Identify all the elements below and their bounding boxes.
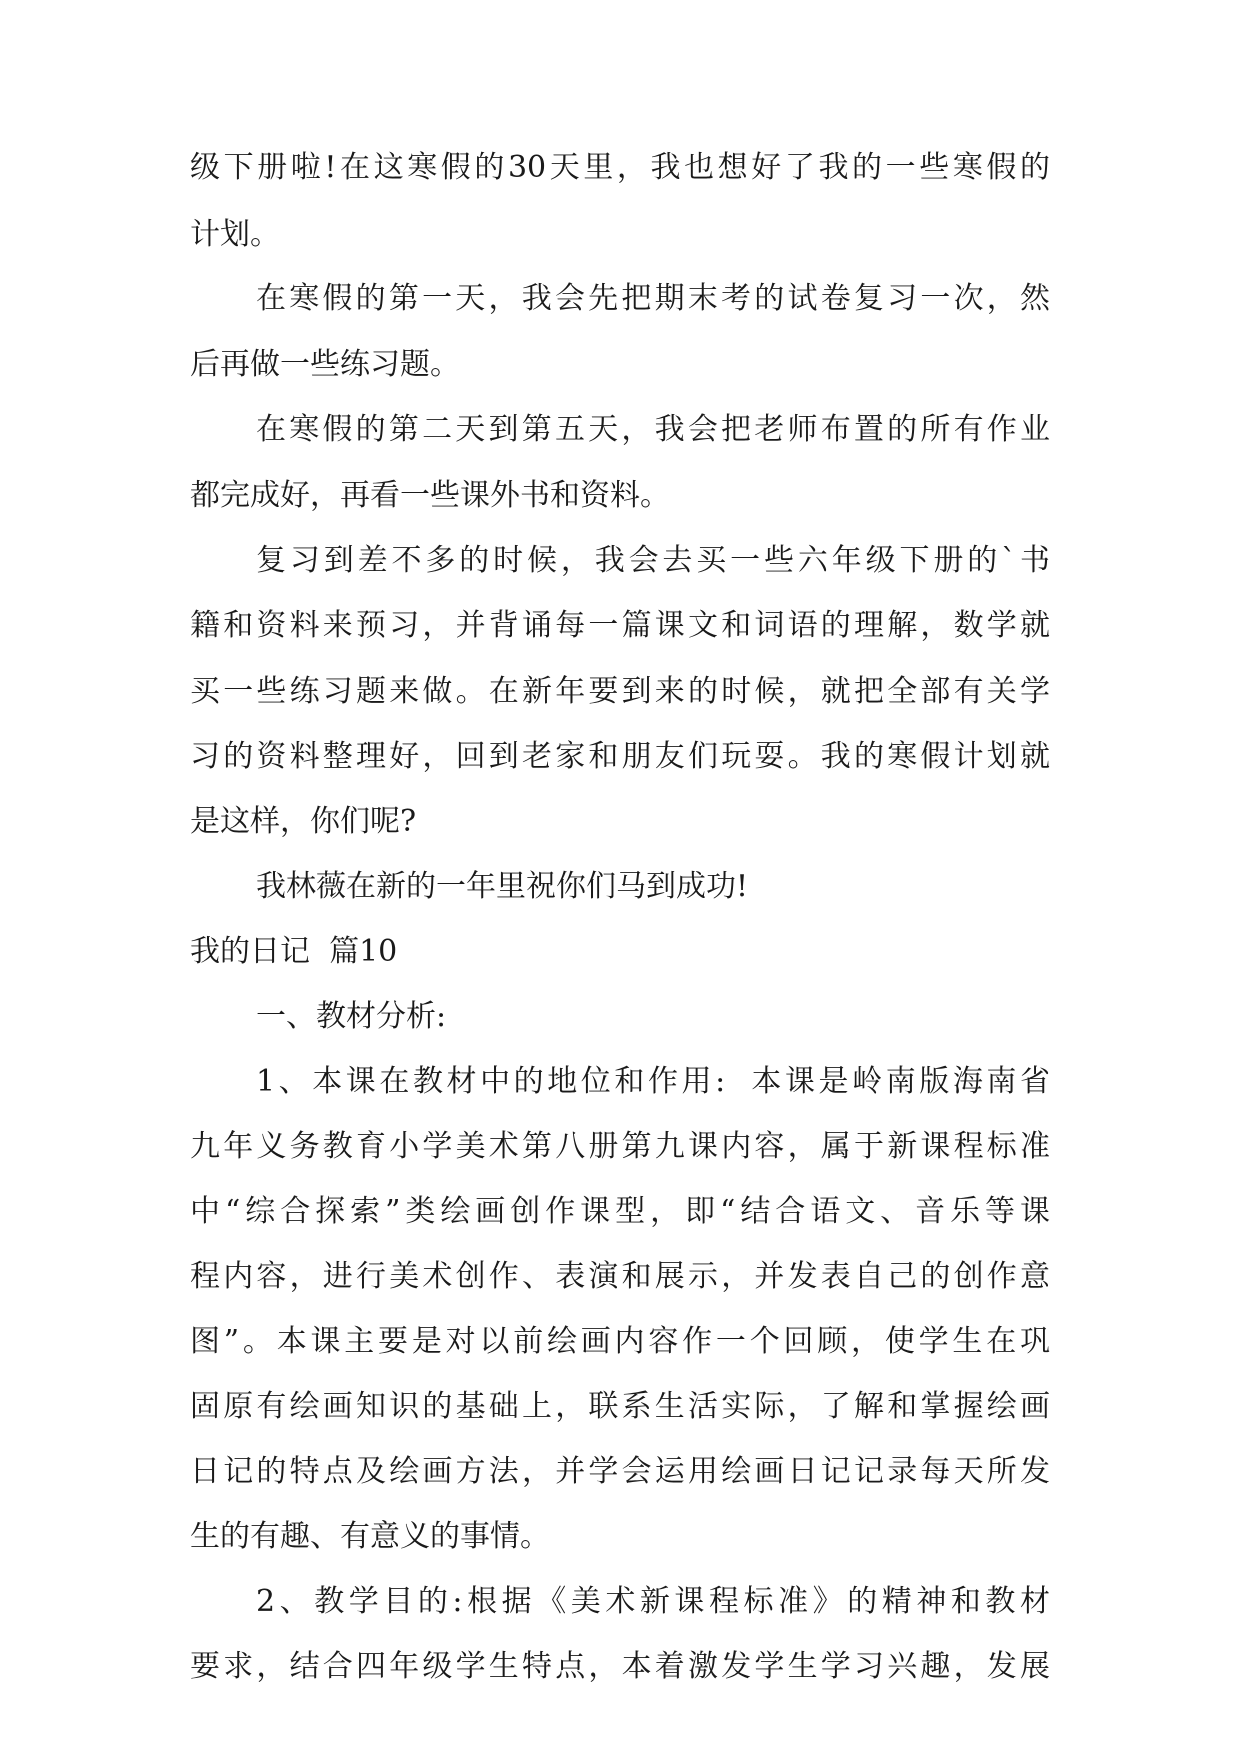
section-heading: 我的日记 篇10 bbox=[190, 934, 398, 969]
text-line: 计划。 bbox=[190, 217, 280, 252]
text-line: 是这样，你们呢? bbox=[190, 804, 417, 839]
text-line: 习的资料整理好，回到老家和朋友们玩耍。我的寒假计划就 bbox=[190, 739, 1050, 774]
text-line: 买一些练习题来做。在新年要到来的时候，就把全部有关学 bbox=[190, 674, 1050, 709]
text-line: 2、教学目的:根据《美术新课程标准》的精神和教材 bbox=[256, 1584, 1050, 1619]
text-line: 固原有绘画知识的基础上，联系生活实际，了解和掌握绘画 bbox=[190, 1389, 1050, 1424]
text-line: 我林薇在新的一年里祝你们马到成功! bbox=[256, 869, 749, 904]
text-line: 生的有趣、有意义的事情。 bbox=[190, 1519, 550, 1554]
text-line: 日记的特点及绘画方法，并学会运用绘画日记记录每天所发 bbox=[190, 1454, 1050, 1489]
text-line: 图”。本课主要是对以前绘画内容作一个回顾，使学生在巩 bbox=[190, 1324, 1050, 1359]
text-line: 复习到差不多的时候，我会去买一些六年级下册的`书 bbox=[256, 543, 1050, 578]
text-line: 后再做一些练习题。 bbox=[190, 347, 460, 382]
text-line: 一、教材分析: bbox=[256, 999, 447, 1034]
text-line: 都完成好，再看一些课外书和资料。 bbox=[190, 478, 670, 513]
text-line: 程内容，进行美术创作、表演和展示，并发表自己的创作意 bbox=[190, 1259, 1050, 1294]
text-line: 在寒假的第一天，我会先把期末考的试卷复习一次，然 bbox=[256, 281, 1050, 316]
text-line: 在寒假的第二天到第五天，我会把老师布置的所有作业 bbox=[256, 412, 1050, 447]
text-line: 要求，结合四年级学生特点，本着激发学生学习兴趣，发展 bbox=[190, 1649, 1050, 1684]
text-line: 中“综合探索”类绘画创作课型，即“结合语文、音乐等课 bbox=[190, 1194, 1050, 1229]
text-line: 籍和资料来预习，并背诵每一篇课文和词语的理解，数学就 bbox=[190, 608, 1050, 643]
text-line: 九年义务教育小学美术第八册第九课内容，属于新课程标准 bbox=[190, 1129, 1050, 1164]
text-line: 级下册啦!在这寒假的30天里，我也想好了我的一些寒假的 bbox=[190, 150, 1050, 185]
text-line: 1、本课在教材中的地位和作用: 本课是岭南版海南省 bbox=[256, 1064, 1050, 1099]
